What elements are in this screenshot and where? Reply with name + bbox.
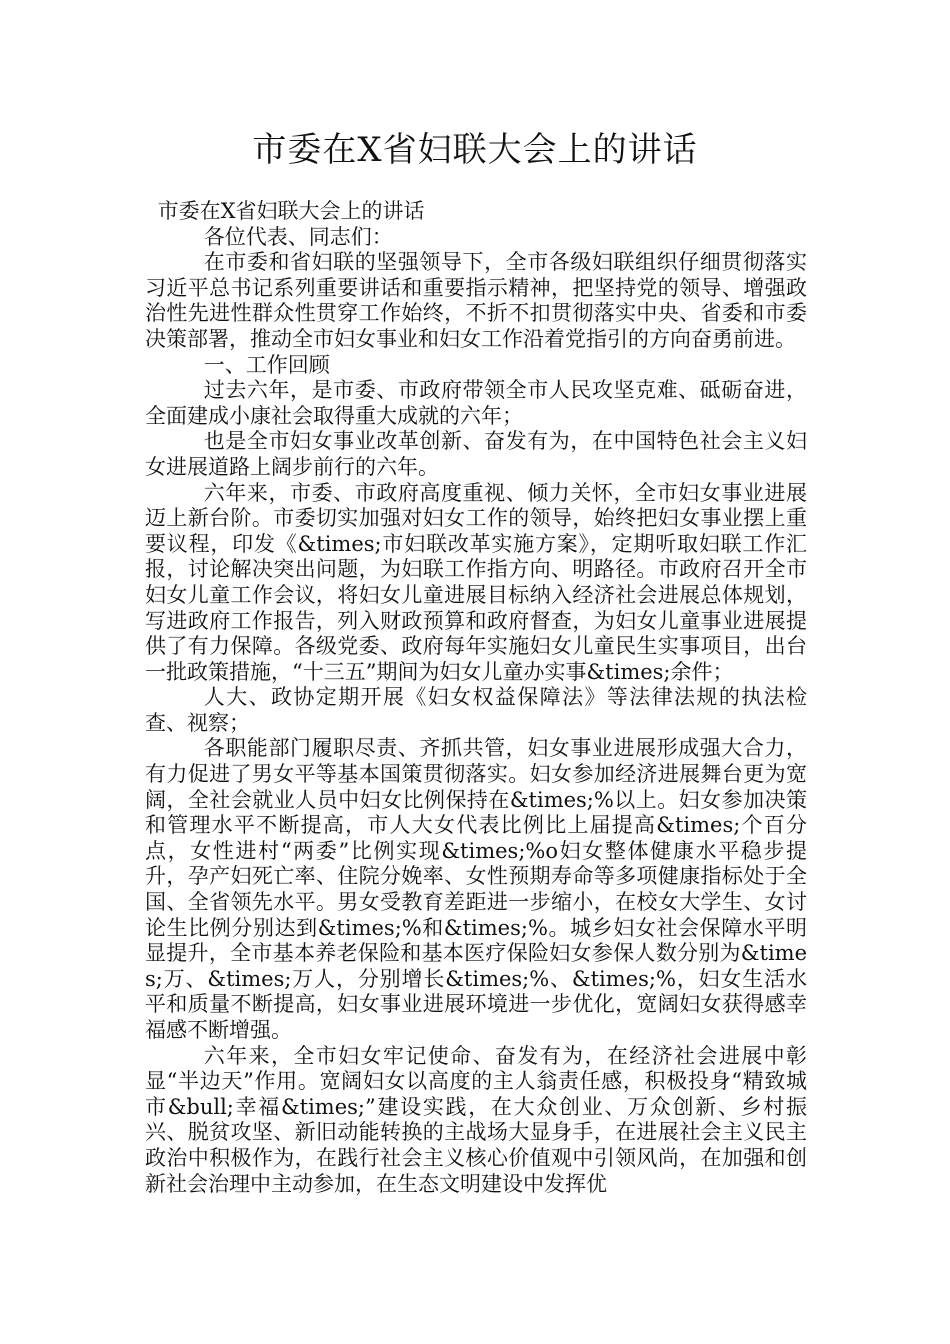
paragraph: 过去六年，是市委、市政府带领全市人民攻坚克难、砥砺奋进，全面建成小康社会取得重大成就的六年； [145, 378, 807, 428]
paragraph: 各职能部门履职尽责、齐抓共管，妇女事业进展形成强大合力，有力促进了男女平等基本国策贯彻落实。妇女参加经济进展舞台更为宽阔，全社会就业人员中妇女比例保持在&times;%以上。妇女参加决策和管理水平不断提高，市人大女代表比例比上届提高&times;个百分点，女性进村“两委”比例实现&times;%o妇女整体健康水平稳步提升，孕产妇死亡率、住院分娩率、女性预期寿命等多项健康指标处于全国、全省领先水平。男女受教育差距进一步缩小，在校女大学生、女讨论生比例分别达到&times;%和&times;%。城乡妇女社会保障水平明显提升，全市基本养老保险和基本医疗保险妇女参保人数分别为&times;万、&times;万人，分别增长&times;%、&times;%，妇女生活水平和质量不断提高，妇女事业进展环境进一步优化，宽阔妇女获得感幸福感不断增强。 [145, 736, 807, 1042]
paragraph: 人大、政协定期开展《妇女权益保障法》等法律法规的执法检查、视察； [145, 685, 807, 735]
document-body [145, 199, 807, 1197]
paragraph: 六年来，全市妇女牢记使命、奋发有为，在经济社会进展中彰显“半边天”作用。宽阔妇女以高度的主人翁责任感，积极投身“精致城市&bull;幸福&times;”建设实践，在大众创业、万众创新、乡村振兴、脱贫攻坚、新旧动能转换的主战场大显身手，在进展社会主义民主政治中积极作为，在践行社会主义核心价值观中引领风尚，在加强和创新社会治理中主动参加，在生态文明建设中发挥优 [145, 1043, 807, 1196]
section-heading: 一、工作回顾 [203, 352, 330, 377]
paragraph: 六年来，市委、市政府高度重视、倾力关怀，全市妇女事业进展迈上新台阶。市委切实加强对妇女工作的领导，始终把妇女事业摆上重要议程，印发《&times;市妇联改革实施方案》，定期听取妇联工作汇报，讨论解决突出问题，为妇联工作指方向、明路径。市政府召开全市妇女儿童工作会议，将妇女儿童进展目标纳入经济社会进展总体规划，写进政府工作报告，列入财政预算和政府督查，为妇女儿童事业进展提供了有力保障。各级党委、政府每年实施妇女儿童民生实事项目，出台一批政策措施，“十三五”期间为妇女儿童办实事&times;余件； [145, 480, 807, 684]
paragraph: 也是全市妇女事业改革创新、奋发有为，在中国特色社会主义妇女进展道路上阔步前行的六年。 [145, 429, 807, 479]
paragraph-salutation: 各位代表、同志们： [203, 224, 393, 249]
document-title: 市委在X省妇联大会上的讲话 [252, 130, 698, 170]
paragraph-subtitle: 市委在X省妇联大会上的讲话 [157, 199, 425, 223]
paragraph: 在市委和省妇联的坚强领导下，全市各级妇联组织仔细贯彻落实习近平总书记系列重要讲话和重要指示精神，把坚持党的领导、增强政治性先进性群众性贯穿工作始终，不折不扣贯彻落实中央、省委和市委决策部署，推动全市妇女事业和妇女工作沿着党指引的方向奋勇前进。 [145, 250, 807, 351]
